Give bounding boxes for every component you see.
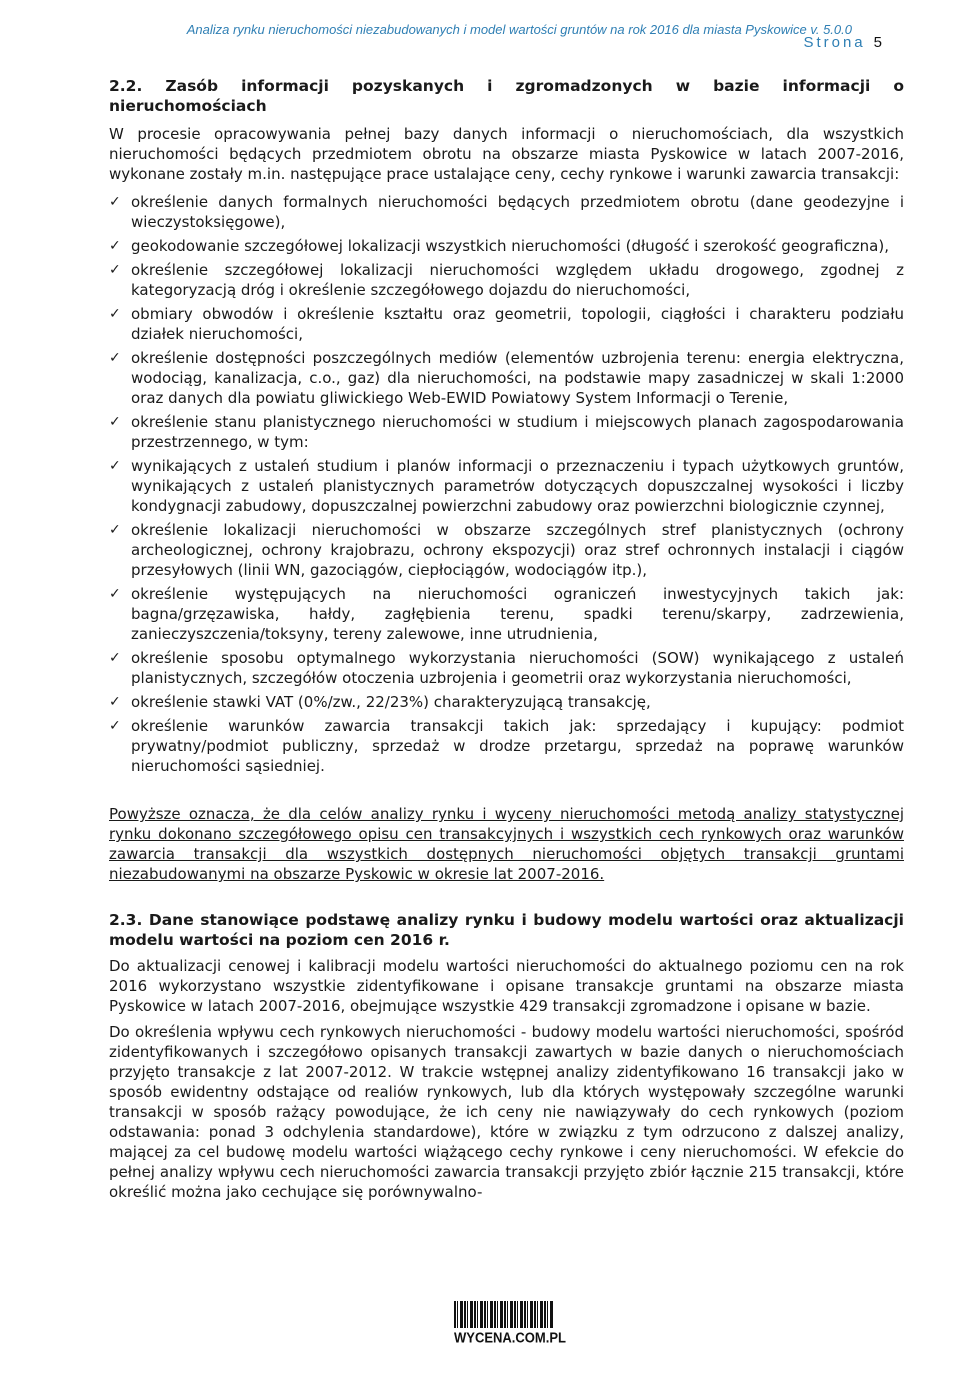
section-2-3-paragraph-2: Do określenia wpływu cech rynkowych nieruchomości - budowy modelu wartości nieruchomości, spośród zidentyfikowanych i szczegółowo opisanych transakcji zawartych w bazie danych o nieruchomościach przyjęto transakcje z lat 2007-2012. W trakcie wstępnej analizy zidentyfikowano 16 transakcji jako w sposób ewidentny odstające od realiów rynkowych, lub dla których występowały szczególne warunki transakcji w sposób rażący powodujące, że ich ceny nie nawiązywały do cech rynkowych (poziom odstawania: ponad 3 odchylenia standardowe), które w związku z tym odrzucono z dalszej analizy, mającej za cel budowę modelu wartości wiążącego cechy rynkowe i ceny nieruchomości. W efekcie do pełnej analizy wpływu cech nieruchomości zawarcia transakcji przyjęto zbiór łącznie 215 transakcji, które określić można jako cechujące się porównywalno- xyxy=(109,1023,904,1201)
page-indicator xyxy=(582,34,882,51)
checkmark-icon: ✓ xyxy=(109,458,121,474)
list-item: ✓ określenie danych formalnych nieruchomości będących przedmiotem obrotu (dane geodezyjne i wieczystoksięgowe), xyxy=(109,193,904,231)
checkmark-icon: ✓ xyxy=(109,350,121,366)
barcode-graphic xyxy=(454,1301,554,1328)
section-2-3-paragraph-1: Do aktualizacji cenowej i kalibracji modelu wartości nieruchomości do aktualnego poziomu cen na rok 2016 wykorzystano wszystkie zidentyfikowane i opisane transakcje gruntami na obszarze miasta Pyskowice w latach 2007-2016, obejmujące wszystkie 429 transakcji zgromadzone i opisane w bazie. xyxy=(109,957,904,1015)
section-2-2-heading: 2.2. Zasób informacji pozyskanych i zgromadzonych w bazie informacji o nieruchomościach xyxy=(109,77,904,115)
section-2-3-heading: 2.3. Dane stanowiące podstawę analizy rynku i budowy modelu wartości oraz aktualizacji modelu wartości na poziom cen 2016 r. xyxy=(109,911,904,949)
checkmark-icon: ✓ xyxy=(109,694,121,710)
checkmark-icon: ✓ xyxy=(109,306,121,322)
wycena-logo xyxy=(454,1301,566,1347)
checkmark-icon: ✓ xyxy=(109,262,121,278)
logo-text: WYCENA.COM.PL xyxy=(454,1328,566,1347)
list-item: ✓ geokodowanie szczegółowej lokalizacji wszystkich nieruchomości (długość i szerokość geograficzna), xyxy=(109,237,889,255)
list-item: ✓ wynikających z ustaleń studium i planów informacji o przeznaczeniu i typach użytkowych gruntów, wynikających z ustaleń planistycznych parametrów dotyczących dopuszczalnej wysokości i liczby kondygnacji zabudowy, dopuszczalnej powierzchni zabudowy oraz powierzchni biologicznie czynnej, xyxy=(109,457,904,515)
list-item: ✓ obmiary obwodów i określenie kształtu oraz geometrii, topologii, ciągłości i charakteru podziału działek nieruchomości, xyxy=(109,305,904,343)
task-checklist xyxy=(109,192,904,776)
section-2-2-summary: Powyższe oznacza, że dla celów analizy rynku i wyceny nieruchomości metodą analizy statystycznej rynku dokonano szczegółowego opisu cen transakcyjnych i wszystkich cech rynkowych oraz warunków zawarcia transakcji dla wszystkich dostępnych nieruchomości objętych transakcji gruntami niezabudowanymi na obszarze Pyskowic w okresie lat 2007-2016. xyxy=(109,805,904,883)
checkmark-icon: ✓ xyxy=(109,194,121,210)
checkmark-icon: ✓ xyxy=(109,522,121,538)
checkmark-icon: ✓ xyxy=(109,414,121,430)
checkmark-icon: ✓ xyxy=(109,238,121,254)
list-item: ✓ określenie występujących na nieruchomości ograniczeń inwestycyjnych takich jak: bagna/grzęzawiska, hałdy, zagłębienia terenu, spadki terenu/skarpy, zadrzewienia, zanieczyszczenia/toksyny, tereny zalewowe, inne utrudnienia, xyxy=(109,585,904,643)
list-item: ✓ określenie dostępności poszczególnych mediów (elementów uzbrojenia terenu: energia elektryczna, wodociąg, kanalizacja, c.o., gaz) dla nieruchomości, na podstawie mapy zasadniczej w skali 1:2000 oraz danych dla powiatu gliwickiego Web-EWID Powiatowy System Informacji o Terenie, xyxy=(109,349,904,407)
checkmark-icon: ✓ xyxy=(109,650,121,666)
page-label: Strona xyxy=(803,34,866,51)
checkmark-icon: ✓ xyxy=(109,586,121,602)
list-item: ✓ określenie stawki VAT (0%/zw., 22/23%) charakteryzującą transakcję, xyxy=(109,693,651,711)
list-item: ✓ określenie lokalizacji nieruchomości w obszarze szczególnych stref planistycznych (ochrony archeologicznej, ochrony krajobrazu, ochrony ekspozycji) oraz stref ochronnych instalacji i ciągów przesyłowych (linii WN, gazociągów, ciepłociągów, wodociągów itp.), xyxy=(109,521,904,579)
section-2-2-intro: W procesie opracowywania pełnej bazy danych informacji o nieruchomościach, dla wszystkich nieruchomości będących przedmiotem obrotu na obszarze miasta Pyskowice w latach 2007-2016, wykonane zostały m.in. następujące prace ustalające ceny, cechy rynkowe i warunki zawarcia transakcji: xyxy=(109,125,904,183)
list-item: ✓ określenie stanu planistycznego nieruchomości w studium i miejscowych planach zagospodarowania przestrzennego, w tym: xyxy=(109,413,904,451)
list-item: ✓ określenie warunków zawarcia transakcji takich jak: sprzedający i kupujący: podmiot prywatny/podmiot publiczny, sprzedaż w drodze przetargu, sprzedaż na poprawę warunków nieruchomości sąsiedniej. xyxy=(109,717,904,775)
running-header-title: Analiza rynku nieruchomości niezabudowanych i model wartości gruntów na rok 2016 dla miasta Pyskowice v. 5.0.0 xyxy=(186,22,852,37)
page-number: 5 xyxy=(873,34,882,51)
page-content xyxy=(109,76,904,1208)
list-item: ✓ określenie sposobu optymalnego wykorzystania nieruchomości (SOW) wynikającego z ustaleń planistycznych, szczegółów otoczenia uzbrojenia i geometrii oraz wykorzystania nieruchomości, xyxy=(109,649,904,687)
checkmark-icon: ✓ xyxy=(109,718,121,734)
list-item: ✓ określenie szczegółowej lokalizacji nieruchomości względem układu drogowego, zgodnej z kategoryzacją dróg i określenie szczegółowego dojazdu do nieruchomości, xyxy=(109,261,904,299)
